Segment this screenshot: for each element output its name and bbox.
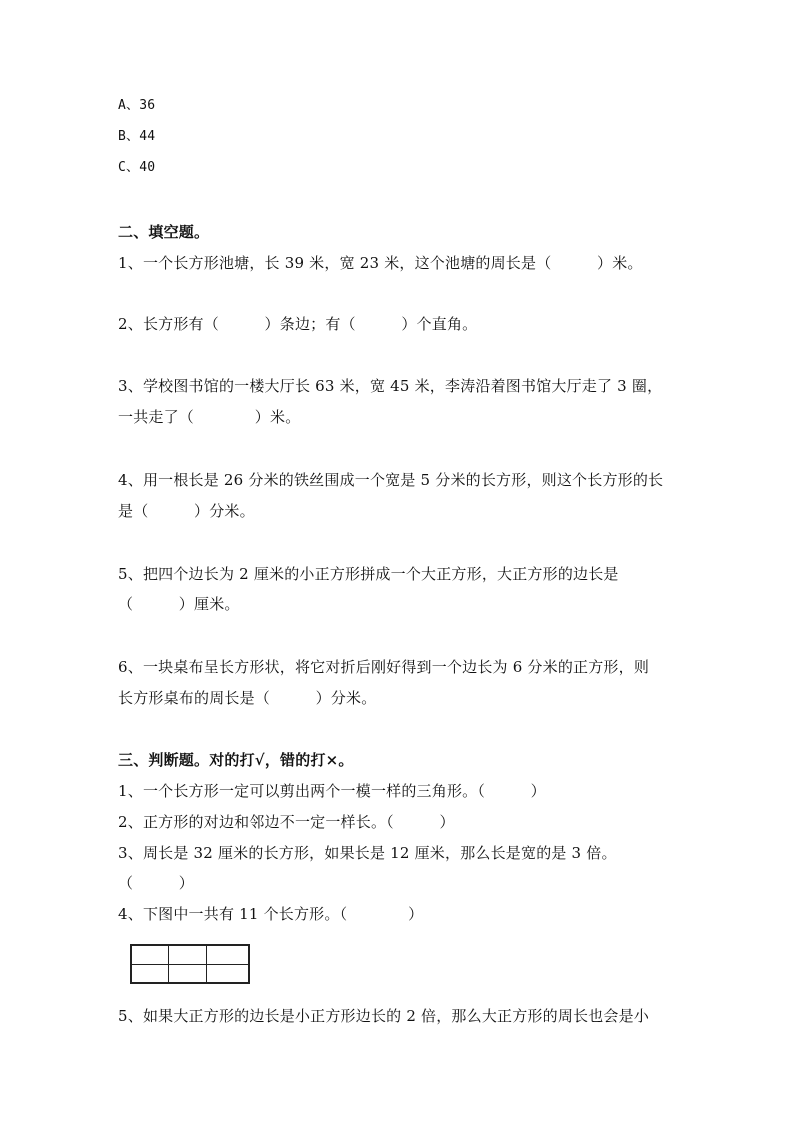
question-2-5-line1: 5、把四个边长为 2 厘米的小正方形拼成一个大正方形，大正方形的边长是: [118, 565, 619, 583]
question-2-3-line1: 3、学校图书馆的一楼大厅长 63 米，宽 45 米，李涛沿着图书馆大厅走了 3 圈，: [118, 377, 663, 395]
question-3-3-line1: 3、周长是 32 厘米的长方形，如果长是 12 厘米，那么长是宽的是 3 倍。: [118, 844, 617, 862]
question-2-4-line2: 是（ ）分米。: [118, 502, 255, 520]
section-2-title: 二、填空题。: [118, 223, 210, 241]
question-2-2: 2、长方形有（ ）条边；有（ ）个直角。: [118, 315, 478, 333]
question-3-1: 1、一个长方形一定可以剪出两个一模一样的三角形。（ ）: [118, 782, 546, 800]
question-3-5-line1: 5、如果大正方形的边长是小正方形边长的 2 倍，那么大正方形的周长也会是小: [118, 1007, 650, 1025]
section-3-title: 三、判断题。对的打√，错的打×。: [118, 751, 354, 769]
question-3-4: 4、下图中一共有 11 个长方形。（ ）: [118, 905, 424, 923]
question-2-4-line1: 4、用一根长是 26 分米的铁丝围成一个宽是 5 分米的长方形，则这个长方形的长: [118, 471, 664, 489]
question-2-5-line2: （ ）厘米。: [118, 595, 240, 613]
question-3-2: 2、正方形的对边和邻边不一定一样长。（ ）: [118, 813, 455, 831]
option-a: A、36: [118, 98, 156, 113]
option-c: C、40: [118, 160, 156, 175]
option-b: B、44: [118, 129, 156, 144]
question-2-6-line1: 6、一块桌布呈长方形状，将它对折后刚好得到一个边长为 6 分米的正方形，则: [118, 658, 650, 676]
question-2-1: 1、一个长方形池塘，长 39 米，宽 23 米，这个池塘的周长是（ ）米。: [118, 254, 643, 272]
question-2-3-line2: 一共走了（ ）米。: [118, 408, 301, 426]
question-3-3-line2: （ ）: [118, 874, 195, 892]
question-2-6-line2: 长方形桌布的周长是（ ）分米。: [118, 689, 377, 707]
rectangle-grid-figure: [130, 944, 250, 984]
grid-divider-horizontal: [132, 964, 248, 965]
